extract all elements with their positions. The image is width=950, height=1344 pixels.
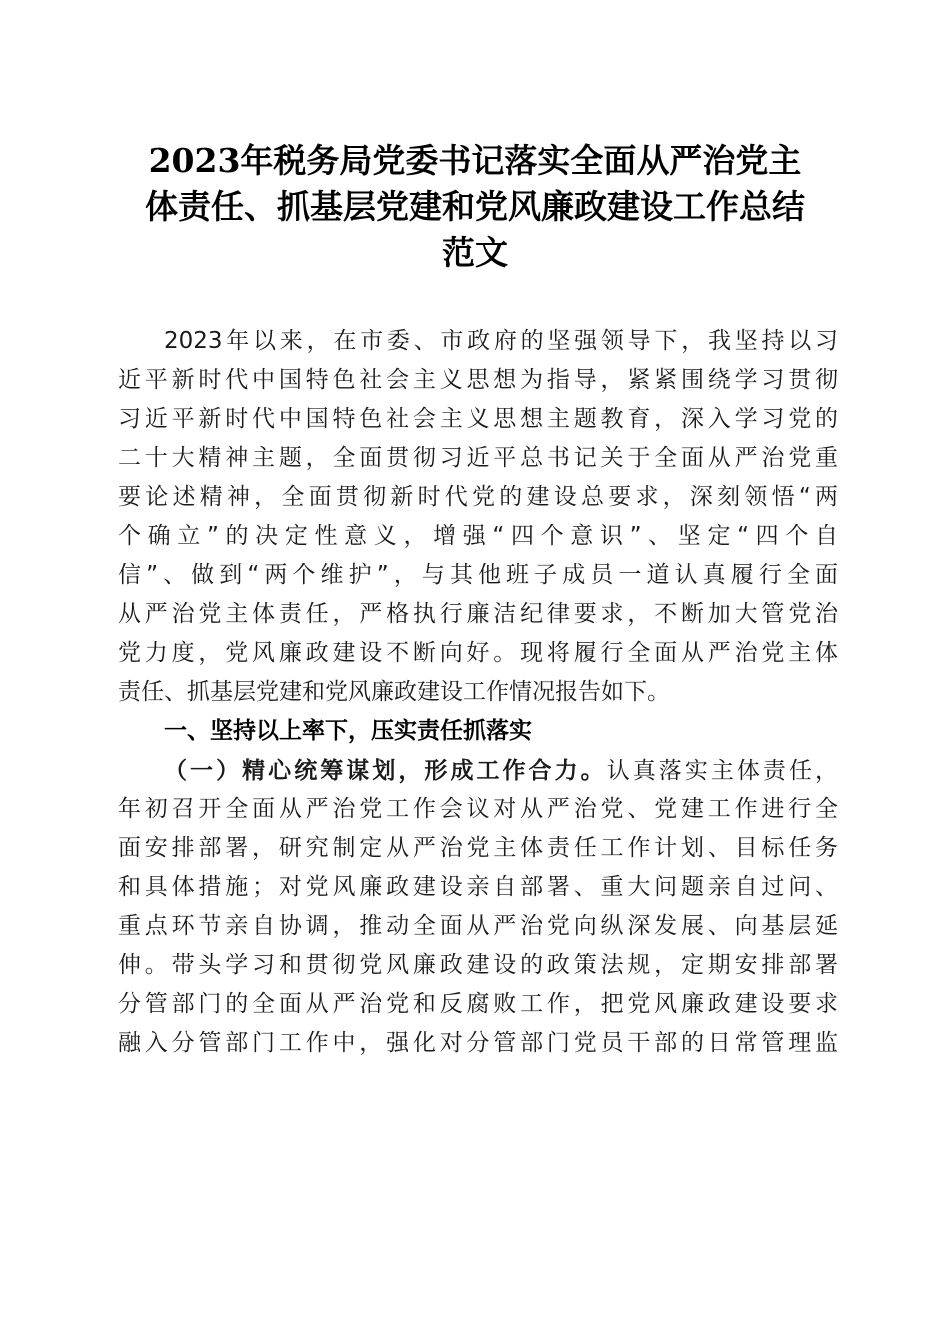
subsection-line-3: 面安排部署，研究制定从严治党主体责任工作计划、目标任务 (118, 835, 838, 861)
intro-line-4: 二十大精神主题，全面贯彻习近平总书记关于全面从严治党重 (118, 445, 838, 471)
intro-line-3: 习近平新时代中国特色社会主义思想主题教育，深入学习党的 (118, 406, 838, 432)
subsection-line-8: 融入分管部门工作中，强化对分管部门党员干部的日常管理监 (118, 1030, 838, 1056)
intro-line-8: 从严治党主体责任，严格执行廉洁纪律要求，不断加大管党治 (118, 601, 838, 627)
intro-line-10: 责任、抓基层党建和党风廉政建设工作情况报告如下。 (118, 679, 670, 705)
subsection-line-6: 伸。带头学习和贯彻党风廉政建设的政策法规，定期安排部署 (118, 952, 838, 978)
subsection-first-line (118, 751, 838, 790)
subsection-first-rest: 认真落实主体责任， (606, 758, 838, 784)
intro-line-2: 近平新时代中国特色社会主义思想为指导，紧紧围绕学习贯彻 (118, 367, 838, 393)
section-heading: 一、坚持以上率下，压实责任抓落实 (164, 718, 532, 744)
document-title (100, 138, 850, 276)
intro-line-5: 要论述精神，全面贯彻新时代党的建设总要求，深刻领悟“两 (118, 484, 838, 510)
subsection-line-5: 重点环节亲自协调，推动全面从严治党向纵深发展、向基层延 (118, 913, 838, 939)
document-body (118, 322, 838, 1063)
title-line-1: 2023年税务局党委书记落实全面从严治党主 (148, 141, 802, 180)
intro-line-1: 2023年以来，在市委、市政府的坚强领导下，我坚持以习 (164, 328, 838, 354)
intro-line-7: 信”、做到“两个维护”，与其他班子成员一道认真履行全面 (118, 562, 838, 588)
subsection-line-4: 和具体措施；对党风廉政建设亲自部署、重大问题亲自过问、 (118, 874, 838, 900)
subsection-heading: （一）精心统筹谋划，形成工作合力。 (164, 757, 607, 784)
intro-line-9: 党力度，党风廉政建设不断向好。现将履行全面从严治党主体 (118, 640, 838, 666)
subsection-line-7: 分管部门的全面从严治党和反腐败工作，把党风廉政建设要求 (118, 991, 838, 1017)
title-line-3: 范文 (442, 233, 508, 272)
intro-line-6: 个确立”的决定性意义，增强“四个意识”、坚定“四个自 (118, 523, 838, 549)
subsection-line-2: 年初召开全面从严治党工作会议对从严治党、党建工作进行全 (118, 796, 838, 822)
title-line-2: 体责任、抓基层党建和党风廉政建设工作总结 (145, 187, 805, 226)
